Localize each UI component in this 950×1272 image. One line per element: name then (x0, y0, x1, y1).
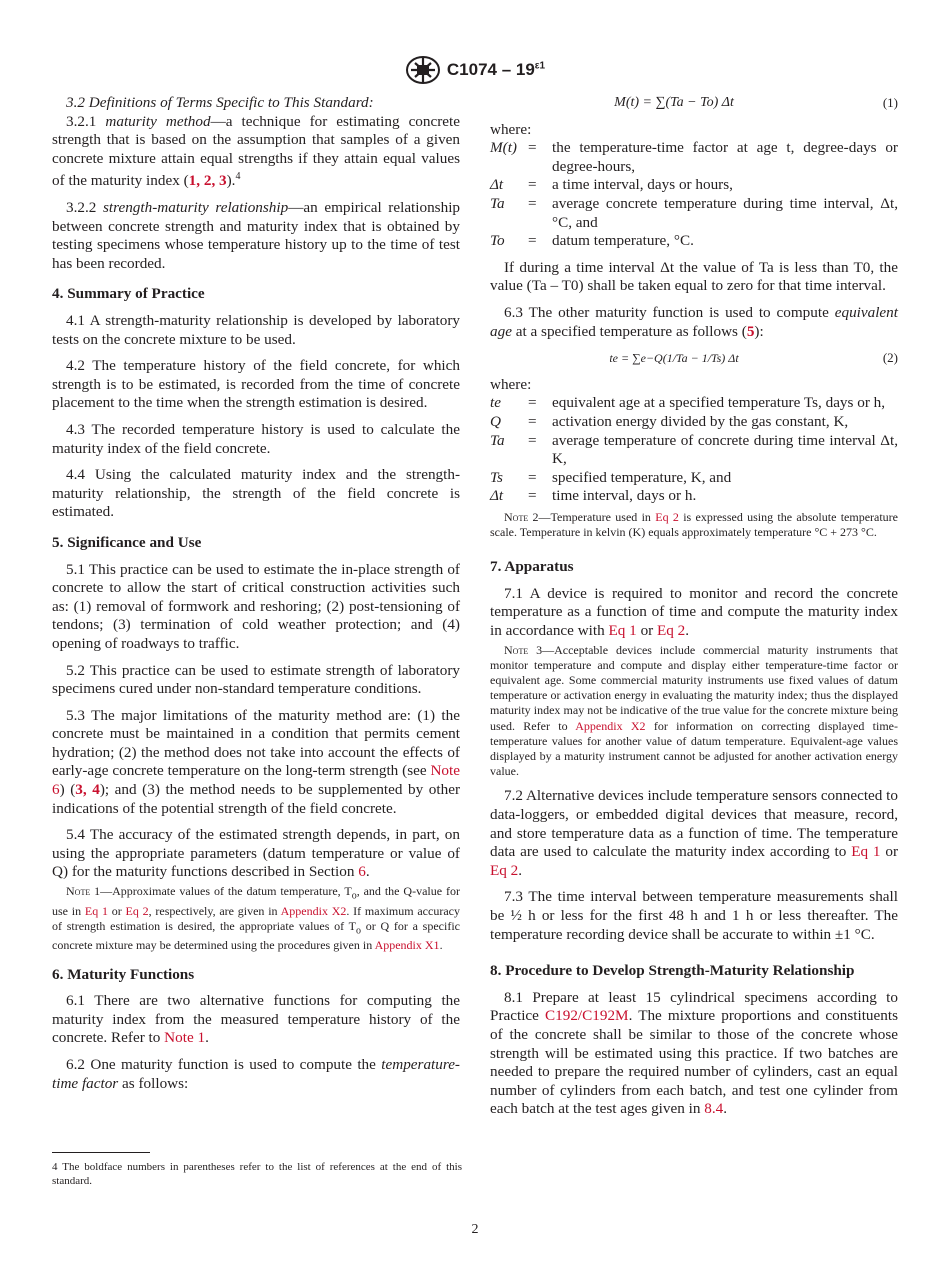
eq-1-link[interactable]: Eq 1 (84, 903, 108, 918)
definitions-eq1 (490, 139, 898, 251)
definition-symbol: Q (490, 412, 501, 430)
eq-2-link[interactable]: Eq 2 (125, 903, 149, 918)
para-5-4: 5.4 The accuracy of the estimated strength depends, in part, on using the appropriate parameters (datum temperature or value of Q) for the maturity functions described in Section 6. (52, 826, 460, 881)
page-number: 2 (471, 1222, 479, 1237)
equals-sign: = (528, 139, 537, 157)
para-4-4: 4.4 Using the calculated maturity index and the strength-maturity relationship, the strength of the field concrete is estimated. (52, 466, 460, 521)
definition-row (490, 413, 898, 432)
para-4-3: 4.3 The recorded temperature history is used to calculate the maturity index of the field concrete. (52, 420, 460, 457)
standard-designation: $C1074 - 19^{\varepsilon 1}$ (446, 60, 546, 79)
equals-sign: = (528, 194, 537, 212)
equals-sign: = (528, 487, 537, 505)
para-5-2: 5.2 This practice can be used to estimate strength of laboratory specimens cured under non-standard temperature conditions. (52, 661, 460, 698)
definition-row (490, 469, 898, 488)
where-label-2: where: (490, 375, 532, 393)
section-6-link[interactable]: 6 (358, 863, 366, 881)
para-7-1: 7.1 A device is required to monitor and record the concrete temperature as a function of time and compute the maturity index in accordance with Eq 1 or Eq 2. (490, 584, 898, 640)
definition-text: a time interval, days or hours, (552, 176, 733, 194)
definition-row (490, 394, 898, 413)
eq-2-link[interactable]: Eq 2 (655, 509, 679, 524)
para-4-1: 4.1 A strength-maturity relationship is developed by laboratory tests on the concrete mixture to be used. (52, 312, 460, 348)
definition-symbol: M(t) (490, 139, 517, 157)
heading-section-8: 8. Procedure to Develop Strength-Maturity Relationship (490, 962, 855, 980)
definition-text: average temperature of concrete during time interval Δt, K, (552, 431, 898, 468)
definition-symbol: Δt (490, 487, 504, 505)
note-1: Note 1—Approximate values of the datum temperature, $T_o$, and the Q-value for use in Eq 1 or Eq 2, respectively, are given in Appendix X2. If maximum accuracy of strength estimation is desired, the appropriate values of $T_o$ or Q for a specific concrete mixture may be determined using the procedures given in Appendix X1. (52, 884, 460, 953)
definition-text: specified temperature, K, and (552, 468, 732, 486)
para-5-3: 5.3 The major limitations of the maturity method are: (1) the concrete must be maintained in a condition that permits cement hydration; (2) the method does not take into account the effects of early-age concrete temperature on the long-term strength (see Note 6) (3, 4); and (3) the method needs to be supplemented by other indications of the potential strength of the field concrete. (52, 706, 461, 817)
note-2: Note 2—Temperature used in Eq 2 is expressed using the absolute temperature scale. Temperature in kelvin (K) equals approximately temperature °C + 273 °C. (490, 509, 898, 540)
equals-sign: = (528, 431, 537, 449)
definition-row (490, 232, 898, 251)
para-5-1: 5.1 This practice can be used to estimate the in-place strength of concrete to allow the start of critical construction activities such as: (1) removal of formwork and reshoring; (2) post-tensioning of tendons; (3) termination of cold weather protection; and (4) opening of roadways to traffic. (52, 560, 460, 652)
right-column (490, 94, 898, 1127)
definition-text: the temperature-time factor at age t, degree-days or degree-hours, (552, 139, 898, 175)
definition-row (490, 176, 898, 195)
para-4-2: 4.2 The temperature history of the field concrete, for which strength is to be estimated, is recorded from the time of concrete placement to the time when the strength estimation is desired. (52, 357, 460, 412)
para-6-1: 6.1 There are two alternative functions for computing the maturity index from the measured temperature history of the concrete. Refer to Note 1. (52, 992, 460, 1047)
footnote-rule (52, 1152, 150, 1153)
definition-text: time interval, days or h. (552, 487, 697, 505)
equals-sign: = (528, 232, 537, 250)
appendix-x2-link[interactable]: Appendix X2 (575, 718, 646, 733)
equals-sign: = (528, 394, 537, 412)
equation-1: M(t) = ∑(Ta − To) Δt (1) (614, 95, 898, 110)
definitions-eq2 (490, 394, 898, 506)
para-8-1: 8.1 Prepare at least 15 cylindrical specimens according to Practice C192/C192M. The mixture proportions and constituents of the concrete shall be similar to those of the concrete whose strength will be estimated using this practice. If two batches are needed to prepare the required number of cylinders, cast an equal number of cylinders from each batch, and test one cylinder from each batch at the test ages given in 8.4. (490, 988, 898, 1118)
page-header (0, 52, 950, 88)
appendix-x2-link[interactable]: Appendix X2 (280, 903, 347, 918)
ref-link[interactable]: 1, 2, 3 (188, 172, 227, 190)
heading-section-4: 4. Summary of Practice (52, 285, 205, 303)
para-3-2: 3.2 Definitions of Terms Specific to This Standard: (66, 94, 374, 111)
definition-row (490, 139, 898, 176)
para-3-2-1: 3.2.1 maturity method—a technique for estimating concrete strength that is based on the assumption that samples of a given concrete mixture attain equal strengths if they attain equal values of the maturity index (1, 2, 3).$^4$ (52, 112, 460, 190)
definition-symbol: To (490, 232, 505, 250)
eq-1-link[interactable]: Eq 1 (851, 843, 881, 861)
para-7-3: 7.3 The time interval between temperature measurements shall be ½ h or less for the first 48 h and 1 h or less thereafter. The temperature recording device shall be accurate to within ±1 °C. (490, 888, 898, 943)
equation-2: te = ∑e−Q(1/Ta − 1/Ts) Δt (2) (609, 350, 898, 366)
definition-symbol: te (490, 394, 501, 412)
note-3: Note 3—Acceptable devices include commercial maturity instruments that monitor temperature and compute and display either temperature-time factor or equivalent age. Some commercial maturity instruments use fixed values of datum temperature or activation energy in evaluating the maturity index; thus the displayed maturity index may not be indicative of the true value for the concrete mixture being used. Refer to Appendix X2 for information on correcting displayed time-temperature values for another value of datum temperature. Equivalent-age values displayed by a maturity instrument cannot be adjusted for another activation energy value. (490, 642, 898, 779)
ref-link[interactable]: 3, 4 (75, 781, 100, 799)
appendix-x1-link[interactable]: Appendix X1 (374, 938, 440, 953)
eq-2-link[interactable]: Eq 2 (657, 622, 686, 640)
definition-text: equivalent age at a specified temperature Ts, days or h, (552, 394, 886, 412)
definition-row (490, 432, 898, 469)
section-8-4-link[interactable]: 8.4 (704, 1100, 724, 1118)
para-7-2: 7.2 Alternative devices include temperature sensors connected to data-loggers, or embedded digital devices that measure, record, and store temperature data as a function of time. The temperature data are used to calculate the maturity index according to Eq 1 or Eq 2. (490, 787, 898, 879)
eq-2-link[interactable]: Eq 2 (490, 861, 519, 879)
heading-section-7: 7. Apparatus (490, 558, 574, 576)
definition-text: average concrete temperature during time interval, Δt, °C, and (552, 194, 898, 231)
equals-sign: = (528, 468, 537, 486)
para-6-2-condition: If during a time interval Δt the value of Ta is less than T0, the value (Ta – T0) shall be taken equal to zero for that time interval. (490, 258, 898, 295)
c192-link[interactable]: C192/C192M (545, 1007, 629, 1025)
note-1-link[interactable]: Note 1 (164, 1029, 206, 1047)
eq-1-link[interactable]: Eq 1 (608, 622, 637, 640)
definition-text: datum temperature, °C. (552, 232, 694, 250)
equals-sign: = (528, 412, 537, 430)
para-3-2-2: 3.2.2 strength-maturity relationship—an empirical relationship between concrete strength and maturity index that is obtained by testing specimens whose temperature history up to the time of test has been recorded. (52, 199, 461, 272)
definition-symbol: Δt (490, 176, 504, 194)
heading-section-5: 5. Significance and Use (52, 533, 202, 551)
where-label-1: where: (490, 120, 532, 138)
equals-sign: = (528, 176, 537, 194)
note-6-link[interactable]: Note 6 (52, 762, 460, 799)
definition-symbol: Ta (490, 431, 505, 449)
para-6-2: 6.2 One maturity function is used to compute the temperature-time factor as follows: (52, 1056, 460, 1092)
astm-logo-icon (405, 55, 441, 85)
definition-symbol: Ta (490, 194, 505, 212)
heading-section-6: 6. Maturity Functions (52, 965, 195, 983)
definition-symbol: Ts (490, 468, 503, 486)
left-column (52, 94, 460, 1101)
ref-link[interactable]: 5 (746, 322, 755, 340)
para-6-3: 6.3 The other maturity function is used to compute equivalent age at a specified temperature as follows (5): (490, 303, 898, 340)
definition-row (490, 487, 898, 506)
definition-row (490, 195, 898, 232)
definition-text: activation energy divided by the gas constant, K, (552, 412, 849, 430)
footnote-4: 4 The boldface numbers in parentheses refer to the list of references at the end of this standard. (52, 1161, 462, 1187)
